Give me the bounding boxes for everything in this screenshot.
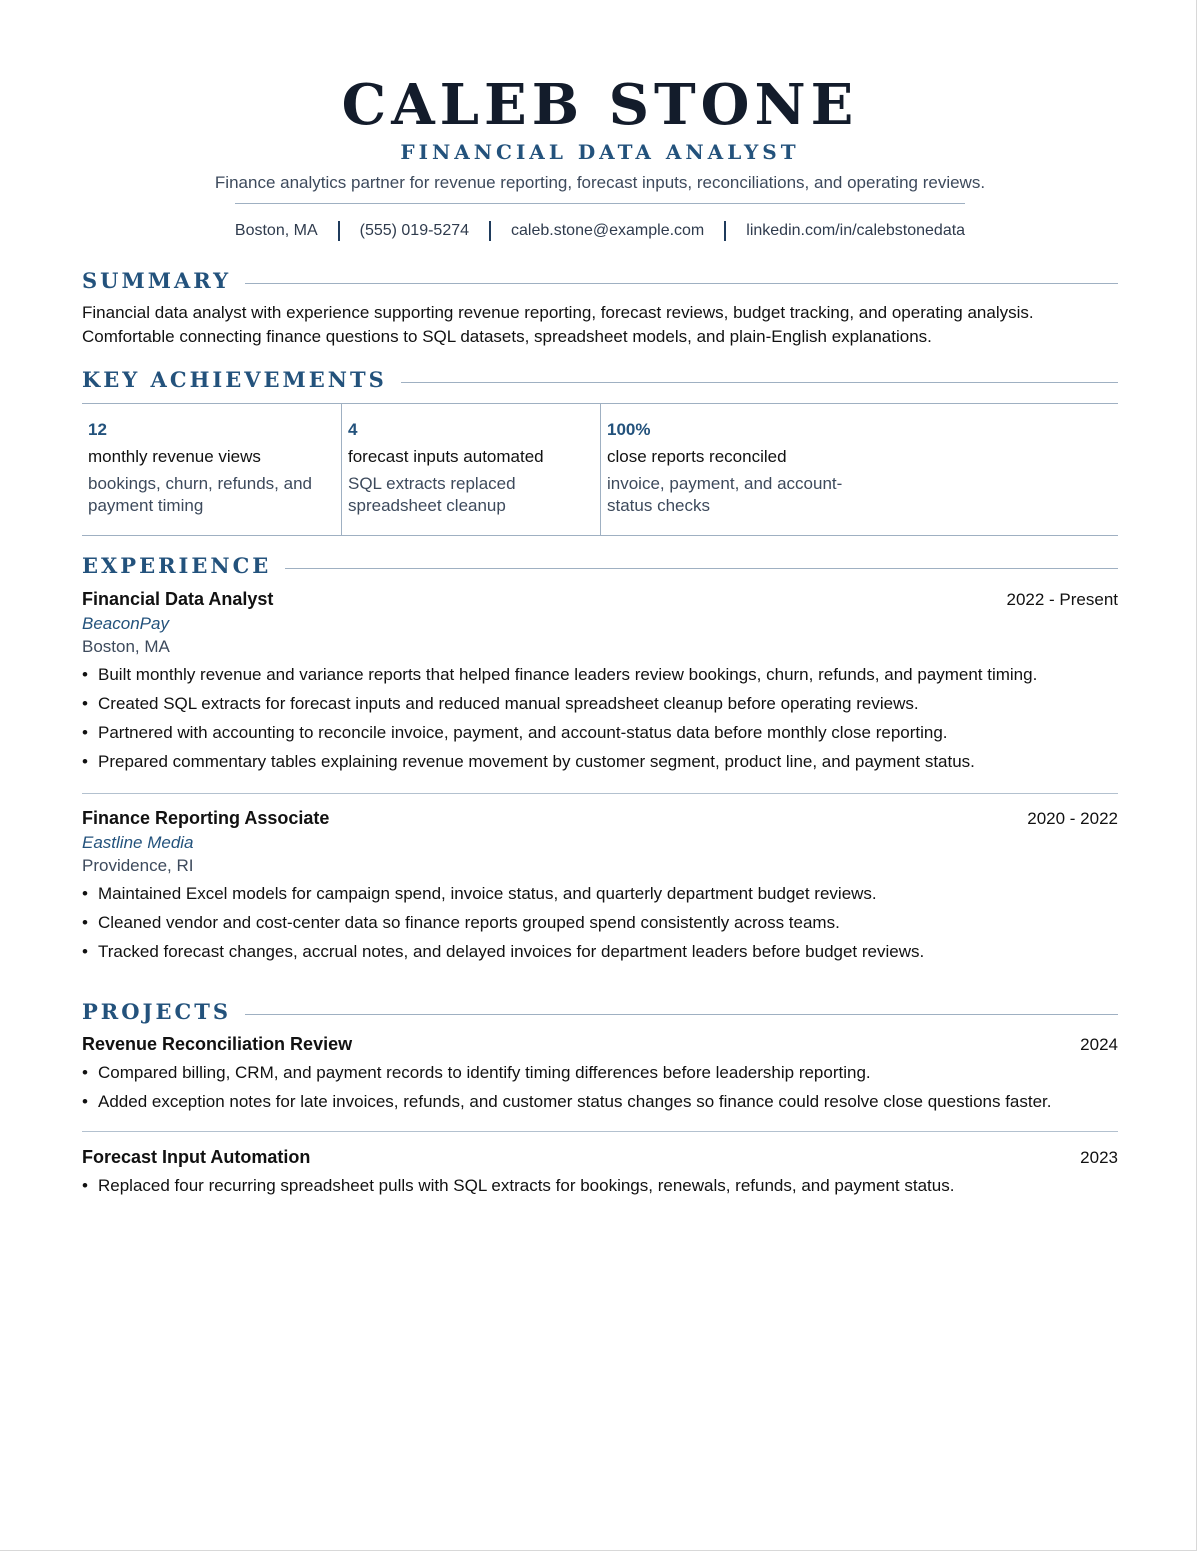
bullet-item bbox=[82, 1175, 1118, 1197]
project-year: 2023 bbox=[1080, 1148, 1118, 1167]
section-rule bbox=[245, 283, 1118, 284]
bullet-glyph: • bbox=[82, 723, 88, 742]
entry-header bbox=[82, 1032, 1118, 1057]
project-entry bbox=[82, 1032, 1118, 1120]
contact-linkedin[interactable]: linkedin.com/in/calebstonedata bbox=[746, 222, 966, 239]
achievement-note bbox=[88, 473, 335, 517]
achievements-grid bbox=[82, 403, 1118, 536]
project-title: Forecast Input Automation bbox=[82, 1147, 311, 1167]
entry-header bbox=[82, 806, 1118, 831]
bullet-glyph: • bbox=[82, 665, 88, 684]
candidate-role: FINANCIAL DATA ANALYST bbox=[400, 140, 800, 164]
section-rule bbox=[401, 382, 1118, 383]
entry-header bbox=[82, 587, 1118, 612]
bullet-glyph: • bbox=[82, 1092, 88, 1111]
achievement-card bbox=[600, 404, 859, 535]
bullet-glyph: • bbox=[82, 1063, 88, 1082]
bullet-text: Maintained Excel models for campaign spend, invoice status, and quarterly department budget reviews. bbox=[98, 884, 877, 903]
bullet-text: Compared billing, CRM, and payment records to identify timing differences before leadership reporting. bbox=[98, 1063, 871, 1082]
bullet-item bbox=[82, 1091, 1118, 1113]
project-year: 2024 bbox=[1080, 1035, 1118, 1054]
company-name: Eastline Media bbox=[82, 833, 194, 852]
bullet-text: Partnered with accounting to reconcile invoice, payment, and account-status data before monthly close reporting. bbox=[98, 723, 948, 742]
achievement-note-line: invoice, payment, and account- bbox=[607, 474, 843, 493]
experience-entry bbox=[82, 806, 1118, 970]
achievement-note bbox=[348, 473, 594, 517]
achievement-card bbox=[82, 404, 341, 535]
header-divider bbox=[235, 203, 965, 204]
achievement-note-line: payment timing bbox=[88, 496, 204, 515]
bullet-text: Tracked forecast changes, accrual notes, and delayed invoices for department leaders before budget reviews. bbox=[98, 942, 925, 961]
achievements-section-heading bbox=[82, 366, 1118, 394]
bullet-glyph: • bbox=[82, 913, 88, 932]
project-bullets bbox=[82, 1062, 1118, 1113]
bullet-text: Added exception notes for late invoices, refunds, and customer status changes so finance could resolve close questions faster. bbox=[98, 1092, 1052, 1111]
bullet-glyph: • bbox=[82, 1176, 88, 1195]
job-dates: 2022 - Present bbox=[1006, 590, 1118, 609]
project-title: Revenue Reconciliation Review bbox=[82, 1034, 353, 1054]
job-title: Financial Data Analyst bbox=[82, 589, 274, 609]
section-rule bbox=[285, 568, 1118, 569]
achievement-note-line: spreadsheet cleanup bbox=[348, 496, 506, 515]
contact-phone[interactable]: (555) 019-5274 bbox=[359, 222, 470, 239]
job-location: Providence, RI bbox=[82, 856, 194, 875]
achievement-value: 12 bbox=[88, 420, 107, 439]
job-bullets bbox=[82, 883, 1118, 963]
achievement-label: forecast inputs automated bbox=[348, 447, 544, 466]
bullet-item bbox=[82, 1062, 1118, 1084]
achievement-note-line: SQL extracts replaced bbox=[348, 474, 516, 493]
bullet-glyph: • bbox=[82, 752, 88, 771]
summary-line: Financial data analyst with experience supporting revenue reporting, forecast reviews, budget tracking, and operating analysis. bbox=[82, 303, 1034, 322]
contact-email[interactable]: caleb.stone@example.com bbox=[511, 222, 705, 239]
summary-line: Comfortable connecting finance questions to SQL datasets, spreadsheet models, and plain-English explanations. bbox=[82, 327, 932, 346]
bullet-item bbox=[82, 751, 1118, 773]
candidate-name: CALEB STONE bbox=[341, 72, 859, 138]
bullet-item bbox=[82, 941, 1118, 963]
company-name: BeaconPay bbox=[82, 614, 169, 633]
project-bullets bbox=[82, 1175, 1118, 1197]
entry-divider bbox=[82, 793, 1118, 794]
summary-text bbox=[82, 301, 1118, 349]
bullet-text: Created SQL extracts for forecast inputs and reduced manual spreadsheet cleanup before operating reviews. bbox=[98, 694, 919, 713]
bullet-text: Built monthly revenue and variance reports that helped finance leaders review bookings, churn, refunds, and payment timing. bbox=[98, 665, 1038, 684]
job-dates: 2020 - 2022 bbox=[1027, 809, 1118, 828]
job-location: Boston, MA bbox=[82, 637, 170, 656]
achievements-heading-text: KEY ACHIEVEMENTS bbox=[82, 367, 387, 392]
experience-entry bbox=[82, 587, 1118, 780]
contact-bar bbox=[82, 219, 1118, 243]
achievement-label: monthly revenue views bbox=[88, 447, 261, 466]
job-title: Finance Reporting Associate bbox=[82, 808, 330, 828]
experience-section-heading bbox=[82, 552, 1118, 580]
bullet-glyph: • bbox=[82, 942, 88, 961]
achievement-note bbox=[607, 473, 853, 517]
candidate-tagline: Finance analytics partner for revenue reporting, forecast inputs, reconciliations, and operating reviews. bbox=[214, 173, 986, 192]
bullet-item bbox=[82, 664, 1118, 686]
bullet-text: Cleaned vendor and cost-center data so finance reports grouped spend consistently across teams. bbox=[98, 913, 840, 932]
project-entry bbox=[82, 1145, 1118, 1204]
achievement-value: 100% bbox=[607, 420, 651, 439]
achievement-note-line: status checks bbox=[607, 496, 710, 515]
contact-location: Boston, MA bbox=[234, 222, 318, 239]
bullet-item bbox=[82, 722, 1118, 744]
bullet-text: Replaced four recurring spreadsheet pulls with SQL extracts for bookings, renewals, refunds, and payment status. bbox=[98, 1176, 955, 1195]
bullet-text: Prepared commentary tables explaining revenue movement by customer segment, product line, and payment status. bbox=[98, 752, 975, 771]
achievement-value: 4 bbox=[348, 420, 358, 439]
bullet-item bbox=[82, 883, 1118, 905]
achievement-card bbox=[341, 404, 600, 535]
achievement-label: close reports reconciled bbox=[607, 447, 787, 466]
bullet-glyph: • bbox=[82, 884, 88, 903]
bullet-item bbox=[82, 693, 1118, 715]
summary-section-heading bbox=[82, 267, 1118, 295]
summary-heading-text: SUMMARY bbox=[82, 268, 232, 293]
bullet-item bbox=[82, 912, 1118, 934]
job-bullets bbox=[82, 664, 1118, 773]
achievement-note-line: bookings, churn, refunds, and bbox=[88, 474, 312, 493]
projects-heading-text: PROJECTS bbox=[82, 999, 231, 1024]
entry-divider bbox=[82, 1131, 1118, 1132]
experience-heading-text: EXPERIENCE bbox=[82, 553, 272, 578]
projects-section-heading bbox=[82, 998, 1118, 1026]
section-rule bbox=[245, 1014, 1118, 1015]
bullet-glyph: • bbox=[82, 694, 88, 713]
entry-header bbox=[82, 1145, 1118, 1170]
